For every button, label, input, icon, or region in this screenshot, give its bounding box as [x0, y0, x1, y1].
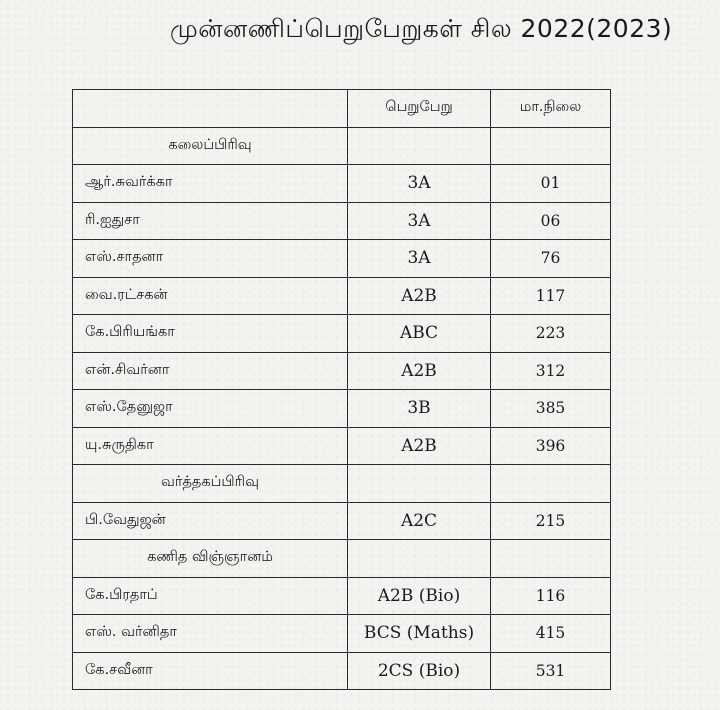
empty-cell: [491, 127, 611, 165]
page-title: முன்னணிப்பெறுபேறுகள் சில 2022(2023): [170, 14, 673, 43]
section-label: கலைப்பிரிவு: [73, 127, 348, 165]
student-rank: 76: [491, 240, 611, 278]
student-rank: 215: [491, 502, 611, 540]
section-row: [73, 540, 611, 578]
student-name: என்.சிவர்னா: [73, 352, 348, 390]
section-row: [73, 127, 611, 165]
student-result: A2B: [348, 352, 491, 390]
empty-cell: [491, 540, 611, 578]
section-label: கணித விஞ்ஞானம்: [73, 540, 348, 578]
student-rank: 415: [491, 615, 611, 653]
student-row: [73, 315, 611, 353]
student-result: BCS (Maths): [348, 615, 491, 653]
empty-cell: [348, 465, 491, 503]
student-name: எஸ்.சாதனா: [73, 240, 348, 278]
student-name: கே.சவீனா: [73, 652, 348, 690]
student-rank: 117: [491, 277, 611, 315]
student-rank: 531: [491, 652, 611, 690]
student-rank: 396: [491, 427, 611, 465]
empty-cell: [491, 465, 611, 503]
student-row: [73, 352, 611, 390]
student-row: [73, 277, 611, 315]
header-result: பெறுபேறு: [348, 90, 491, 128]
student-name: எஸ்.தேனுஜா: [73, 390, 348, 428]
results-table: [72, 89, 611, 690]
student-result: A2B: [348, 427, 491, 465]
student-rank: 01: [491, 165, 611, 203]
student-row: [73, 427, 611, 465]
section-label: வர்த்தகப்பிரிவு: [73, 465, 348, 503]
header-name: [73, 90, 348, 128]
student-row: [73, 577, 611, 615]
student-name: ஆர்.சுவர்க்கா: [73, 165, 348, 203]
student-name: பி.வேதுஜன்: [73, 502, 348, 540]
student-row: [73, 502, 611, 540]
student-row: [73, 390, 611, 428]
student-row: [73, 652, 611, 690]
student-result: 3A: [348, 240, 491, 278]
student-result: A2C: [348, 502, 491, 540]
student-rank: 385: [491, 390, 611, 428]
student-rank: 312: [491, 352, 611, 390]
student-name: யு.சுருதிகா: [73, 427, 348, 465]
student-row: [73, 615, 611, 653]
student-rank: 223: [491, 315, 611, 353]
student-result: A2B: [348, 277, 491, 315]
student-name: எஸ். வர்னிதா: [73, 615, 348, 653]
student-name: ரி.ஐதுசா: [73, 202, 348, 240]
student-rank: 06: [491, 202, 611, 240]
student-result: 3A: [348, 165, 491, 203]
student-result: 3A: [348, 202, 491, 240]
student-name: கே.பிரியங்கா: [73, 315, 348, 353]
student-name: வை.ரட்சகன்: [73, 277, 348, 315]
student-row: [73, 202, 611, 240]
empty-cell: [348, 540, 491, 578]
student-result: 3B: [348, 390, 491, 428]
student-result: A2B (Bio): [348, 577, 491, 615]
header-rank: மா.நிலை: [491, 90, 611, 128]
student-name: கே.பிரதாப்: [73, 577, 348, 615]
student-result: ABC: [348, 315, 491, 353]
student-rank: 116: [491, 577, 611, 615]
section-row: [73, 465, 611, 503]
table-header-row: [73, 90, 611, 128]
student-row: [73, 240, 611, 278]
student-result: 2CS (Bio): [348, 652, 491, 690]
student-row: [73, 165, 611, 203]
empty-cell: [348, 127, 491, 165]
